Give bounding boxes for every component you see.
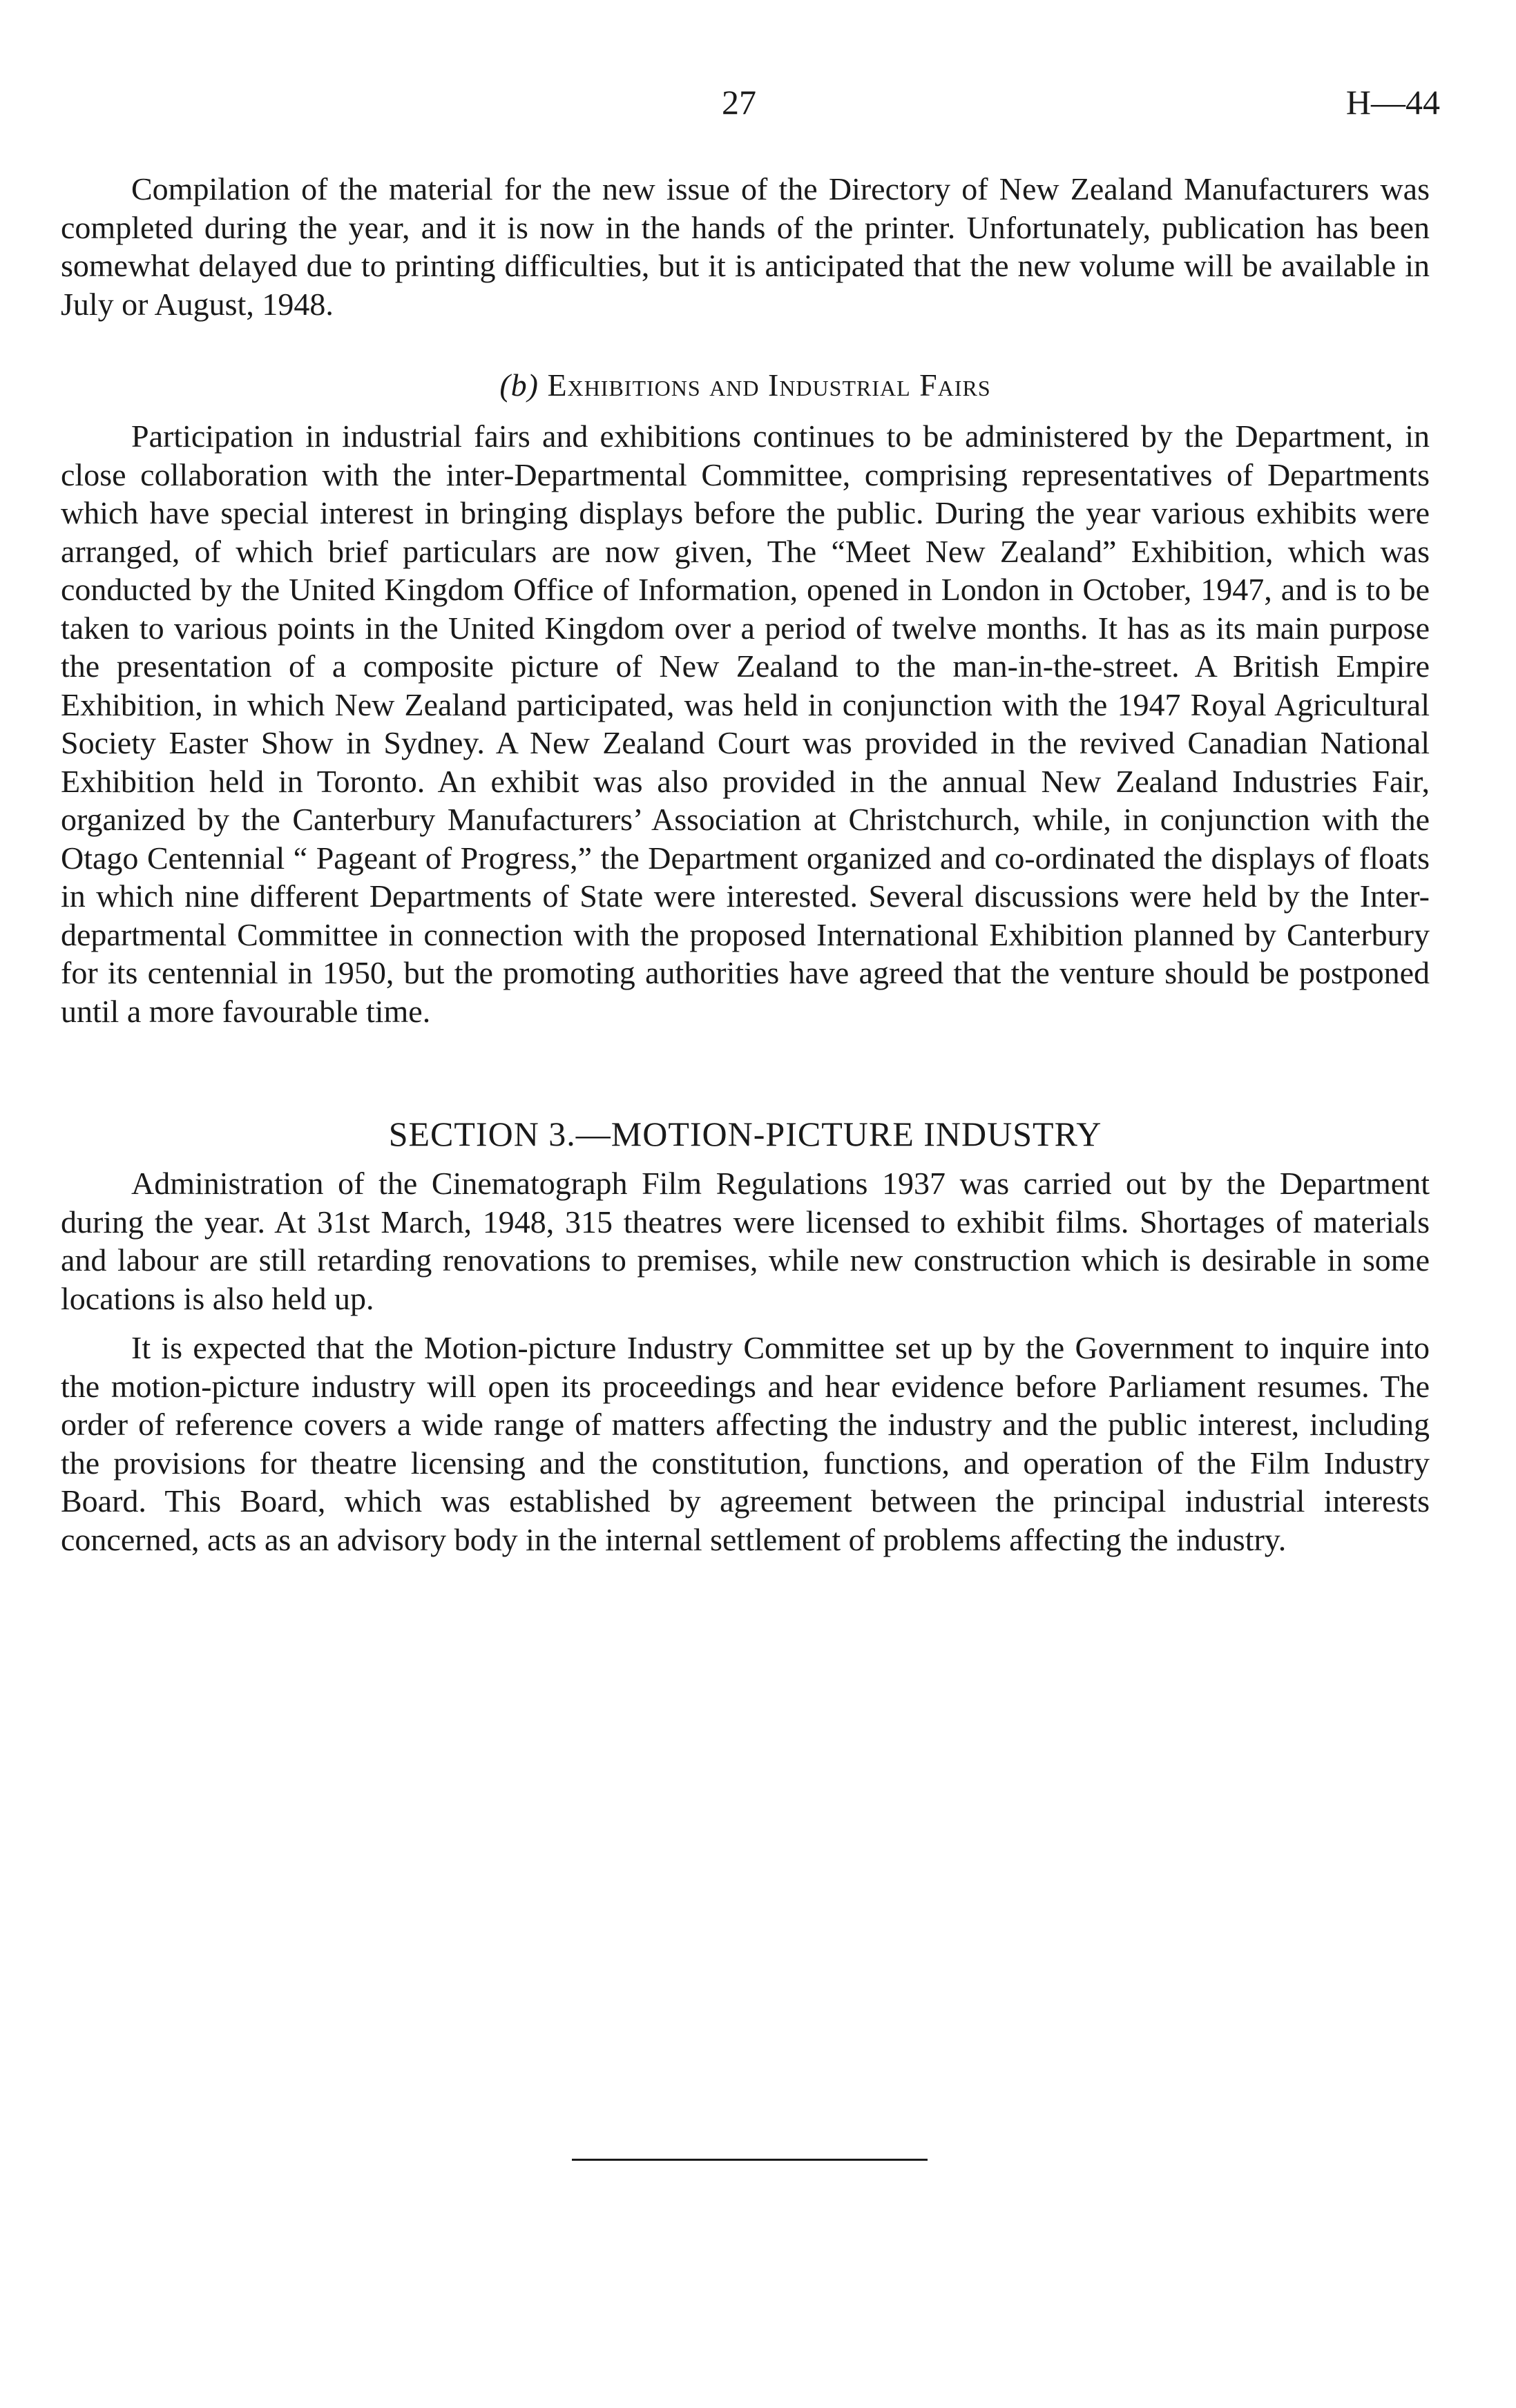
page-number: 27 [722, 83, 756, 122]
subsection-heading-exhibitions [61, 366, 1430, 405]
document-reference: H—44 [1345, 83, 1440, 122]
section-heading-motion-picture: SECTION 3.—MOTION-PICTURE INDUSTRY [388, 1115, 1102, 1153]
motion-picture-paragraph-1: Administration of the Cinematograph Film Regulations 1937 was carried out by the Department during the year. At 31st March, 1948, 315 theatres were licensed to exhibit films. Shortages of materials and labour are still retarding renovations to premises, while new construction which is desirable in some locations is also held up. [61, 1166, 1430, 1316]
subsection-label: (b) [499, 367, 539, 403]
page-header [0, 81, 1516, 137]
footer-rule [572, 2159, 928, 2161]
motion-picture-paragraph-2: It is expected that the Motion-picture Industry Committee set up by the Government to inquire into the motion-picture industry will open its proceedings and hear evidence before Parliament resumes. The order of reference covers a wide range of matters affecting the industry and the public interest, including the provisions for theatre licensing and the constitution, functions, and operation of the Film Industry Board. This Board, which was established by agreement between the principal industrial interests concerned, acts as an advisory body in the internal settlement of problems affecting the industry. [61, 1330, 1430, 1557]
subsection-title: Exhibitions and Industrial Fairs [547, 367, 991, 403]
exhibitions-paragraph: Participation in industrial fairs and exhibitions continues to be administered by the Department, in close collaboration with the inter-Departmental Committee, comprising representatives of Departments which have special interest in bringing displays before the public. During the year various exhibits were arranged, of which brief particulars are now given, The “Meet New Zealand” Exhibition, which was conducted by the United Kingdom Office of Information, opened in London in October, 1947, and is to be taken to various points in the United Kingdom over a period of twelve months. It has as its main purpose the presentation of a composite picture of New Zealand to the man-in-the-street. A British Empire Exhibition, in which New Zealand participated, was held in conjunction with the 1947 Royal Agricultural Society Easter Show in Sydney. A New Zealand Court was provided in the revived Canadian National Exhibition held in Toronto. An exhibit was also provided in the annual New Zealand Industries Fair, organized by the Canterbury Manufacturers’ Association at Christchurch, while, in conjunction with the Otago Centennial “ Pageant of Progress,” the Department organized and co-ordinated the displays of floats in which nine different Departments of State were interested. Several discussions were held by the Inter-departmental Committee in connection with the proposed International Exhibition planned by Canterbury for its centennial in 1950, but the promoting authorities have agreed that the venture should be postponed until a more favourable time. [61, 418, 1430, 1029]
page-body [61, 170, 1430, 1559]
intro-paragraph: Compilation of the material for the new issue of the Directory of New Zealand Manufacturers was completed during the year, and it is now in the hands of the printer. Unfortunately, publication has been somewhat delayed due to printing difficulties, but it is anticipated that the new volume will be available in July or August, 1948. [61, 171, 1430, 322]
